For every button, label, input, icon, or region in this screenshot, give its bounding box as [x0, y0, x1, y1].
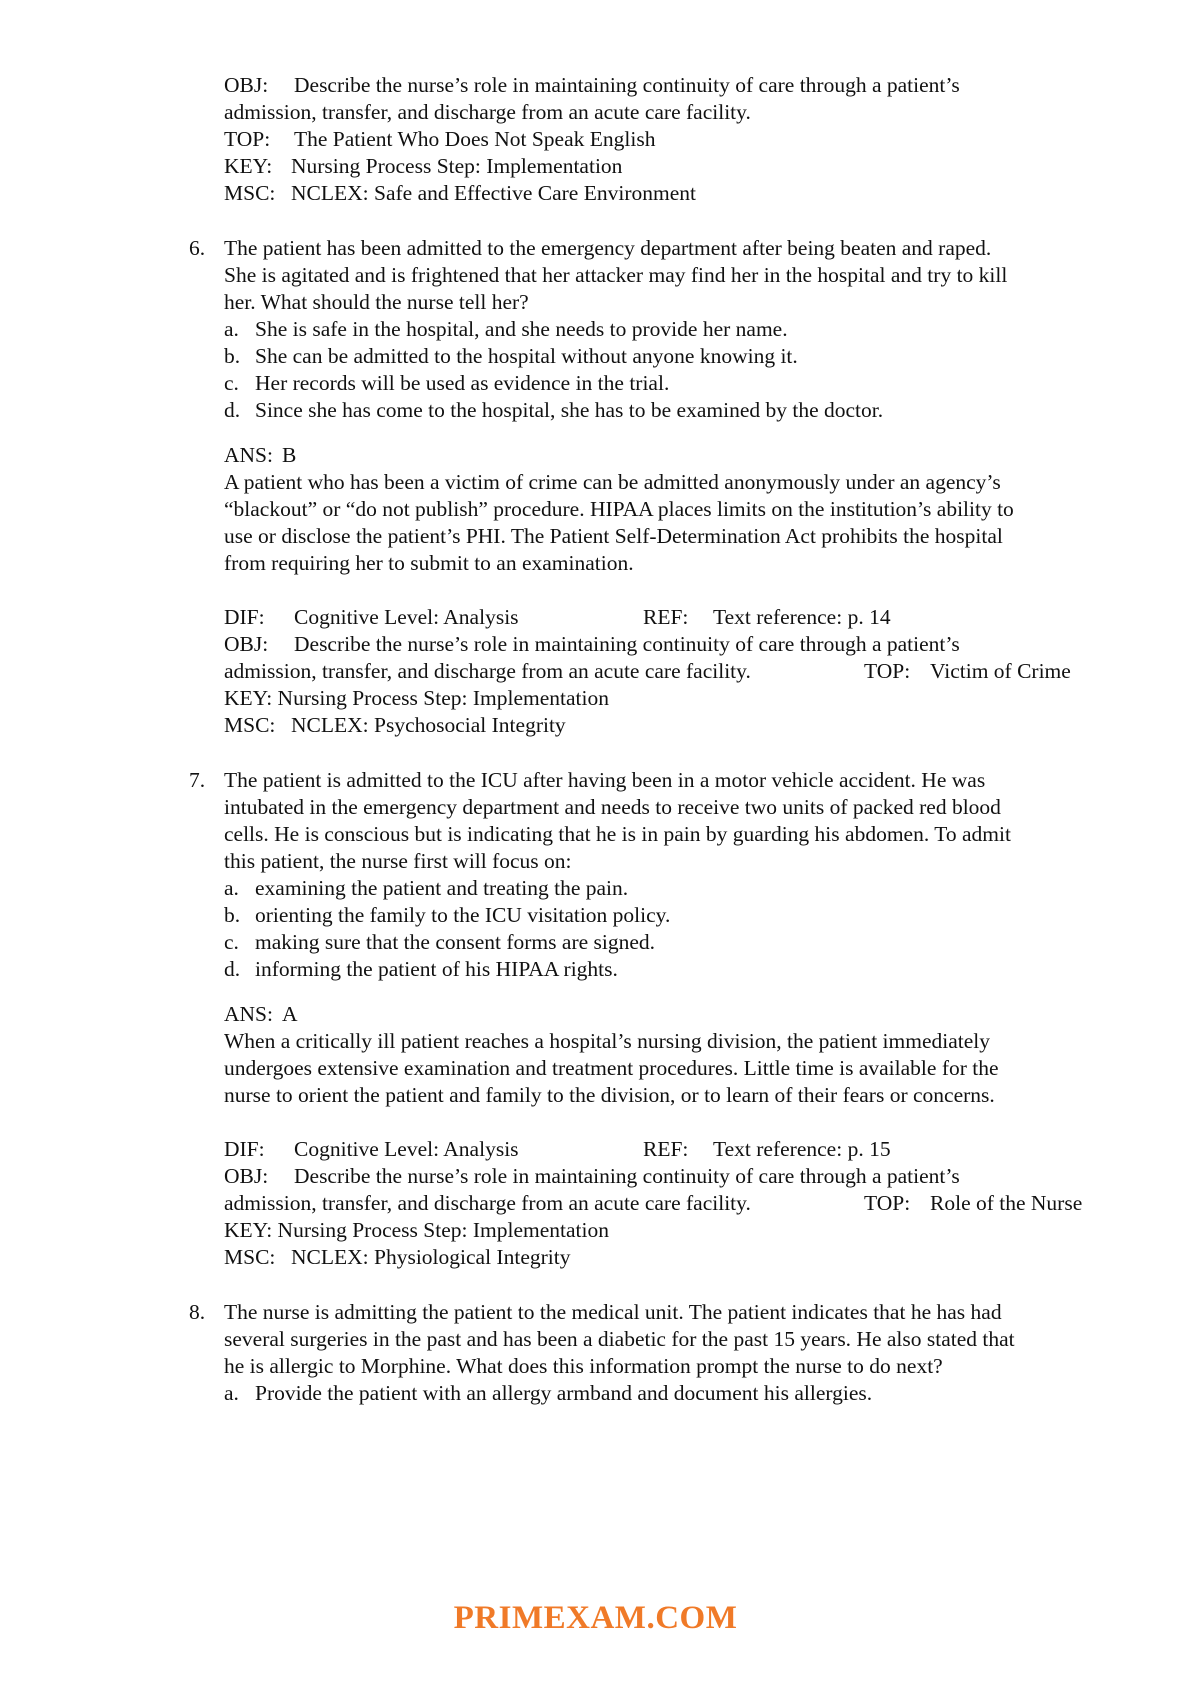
option-letter: c.	[224, 930, 239, 954]
msc-text: NCLEX: Psychosocial Integrity	[291, 713, 566, 737]
option-letter: b.	[224, 344, 241, 368]
msc-text: NCLEX: Physiological Integrity	[291, 1245, 571, 1269]
top-label: TOP:	[864, 1191, 911, 1215]
option-text: She can be admitted to the hospital without anyone knowing it.	[255, 344, 798, 368]
answer-option	[224, 1380, 872, 1407]
option-text: orienting the family to the ICU visitation policy.	[255, 903, 671, 927]
top-text: Victim of Crime	[930, 659, 1071, 683]
obj-text: Describe the nurse’s role in maintaining continuity of care through a patient’s	[294, 632, 960, 656]
dif-label: DIF:	[224, 605, 265, 629]
option-letter: d.	[224, 957, 241, 981]
key-text: Nursing Process Step: Implementation	[291, 154, 623, 178]
option-text: informing the patient of his HIPAA rights.	[255, 957, 618, 981]
answer-option	[224, 316, 788, 343]
q5-key	[224, 153, 622, 180]
option-text: She is safe in the hospital, and she needs to provide her name.	[255, 317, 788, 341]
option-text: examining the patient and treating the pain.	[255, 876, 629, 900]
question-stem-line: The patient has been admitted to the emergency department after being beaten and raped.	[224, 236, 992, 260]
option-letter: b.	[224, 903, 241, 927]
obj-text: Describe the nurse’s role in maintaining continuity of care through a patient’s	[294, 73, 960, 97]
q5-msc	[224, 180, 696, 207]
dif-label: DIF:	[224, 1137, 265, 1161]
site-watermark: PRIMEXAM.COM	[453, 1600, 738, 1636]
obj-line	[224, 658, 1071, 685]
obj-text: Describe the nurse’s role in maintaining continuity of care through a patient’s	[294, 1164, 960, 1188]
question-stem-line: cells. He is conscious but is indicating that he is in pain by guarding his abdomen. To admit	[224, 822, 1011, 846]
obj-label: OBJ:	[224, 632, 269, 656]
msc-text: NCLEX: Safe and Effective Care Environment	[291, 181, 696, 205]
rationale-line: nurse to orient the patient and family to the division, or to learn of their fears or concerns.	[224, 1083, 995, 1107]
rationale-line: undergoes extensive examination and treatment procedures. Little time is available for the	[224, 1056, 999, 1080]
key-line: KEY: Nursing Process Step: Implementation	[224, 686, 609, 710]
obj-label: OBJ:	[224, 73, 269, 97]
ref-label: REF:	[643, 1137, 689, 1161]
answer-key	[224, 1001, 298, 1028]
question-stem-line: her. What should the nurse tell her?	[224, 290, 529, 314]
option-text: making sure that the consent forms are signed.	[255, 930, 656, 954]
question-stem-line: She is agitated and is frightened that her attacker may find her in the hospital and try to kill	[224, 263, 1008, 287]
obj-line	[224, 1190, 1082, 1217]
rationale-line: use or disclose the patient’s PHI. The Patient Self-Determination Act prohibits the hospital	[224, 524, 1003, 548]
option-letter: a.	[224, 876, 239, 900]
q5-obj-line2: admission, transfer, and discharge from an acute care facility.	[224, 100, 751, 124]
key-label: KEY:	[224, 154, 273, 178]
dif-text: Cognitive Level: Analysis	[294, 605, 519, 629]
option-letter: c.	[224, 371, 239, 395]
dif-text: Cognitive Level: Analysis	[294, 1137, 519, 1161]
obj-line	[224, 631, 960, 658]
obj-text: admission, transfer, and discharge from an acute care facility.	[224, 659, 751, 683]
key-line: KEY: Nursing Process Step: Implementation	[224, 1218, 609, 1242]
answer-option	[224, 956, 618, 983]
top-label: TOP:	[864, 659, 911, 683]
option-text: Provide the patient with an allergy armband and document his allergies.	[255, 1381, 873, 1405]
answer-key	[224, 442, 296, 469]
question-number: 8.	[189, 1300, 206, 1324]
rationale-line: “blackout” or “do not publish” procedure. HIPAA places limits on the institution’s ability to	[224, 497, 1014, 521]
question-stem-line: The nurse is admitting the patient to the medical unit. The patient indicates that he has had	[224, 1300, 1002, 1324]
rationale-line: A patient who has been a victim of crime can be admitted anonymously under an agency’s	[224, 470, 1001, 494]
msc-line	[224, 1244, 570, 1271]
obj-label: OBJ:	[224, 1164, 269, 1188]
msc-line	[224, 712, 566, 739]
rationale-line: When a critically ill patient reaches a hospital’s nursing division, the patient immediately	[224, 1029, 991, 1053]
question-stem-line: this patient, the nurse first will focus on:	[224, 849, 572, 873]
answer-option	[224, 902, 670, 929]
top-label: TOP:	[224, 127, 271, 151]
question-stem-line: intubated in the emergency department and needs to receive two units of packed red blood	[224, 795, 1001, 819]
ans-value: A	[282, 1002, 298, 1026]
msc-label: MSC:	[224, 181, 276, 205]
option-letter: a.	[224, 1381, 239, 1405]
answer-option	[224, 875, 628, 902]
answer-option	[224, 343, 798, 370]
q5-top	[224, 126, 655, 153]
rationale-line: from requiring her to submit to an examination.	[224, 551, 634, 575]
q5-obj-line1	[224, 72, 960, 99]
top-text: The Patient Who Does Not Speak English	[294, 127, 656, 151]
question-number: 7.	[189, 768, 206, 792]
option-text: Since she has come to the hospital, she has to be examined by the doctor.	[255, 398, 884, 422]
dif-line	[224, 1136, 891, 1163]
dif-line	[224, 604, 891, 631]
top-text: Role of the Nurse	[930, 1191, 1083, 1215]
ref-text: Text reference: p. 15	[713, 1137, 891, 1161]
question-stem-line: he is allergic to Morphine. What does this information prompt the nurse to do next?	[224, 1354, 943, 1378]
ans-label: ANS:	[224, 1002, 273, 1026]
question-stem-line: several surgeries in the past and has been a diabetic for the past 15 years. He also stated that	[224, 1327, 1015, 1351]
ans-value: B	[282, 443, 297, 467]
answer-option	[224, 929, 655, 956]
obj-text: admission, transfer, and discharge from an acute care facility.	[224, 1191, 751, 1215]
question-number: 6.	[189, 236, 206, 260]
option-text: Her records will be used as evidence in the trial.	[255, 371, 670, 395]
question-stem-line: The patient is admitted to the ICU after having been in a motor vehicle accident. He was	[224, 768, 986, 792]
ref-text: Text reference: p. 14	[713, 605, 891, 629]
ref-label: REF:	[643, 605, 689, 629]
ans-label: ANS:	[224, 443, 273, 467]
answer-option	[224, 370, 669, 397]
obj-line	[224, 1163, 960, 1190]
msc-label: MSC:	[224, 713, 276, 737]
msc-label: MSC:	[224, 1245, 276, 1269]
answer-option	[224, 397, 883, 424]
option-letter: a.	[224, 317, 239, 341]
option-letter: d.	[224, 398, 241, 422]
